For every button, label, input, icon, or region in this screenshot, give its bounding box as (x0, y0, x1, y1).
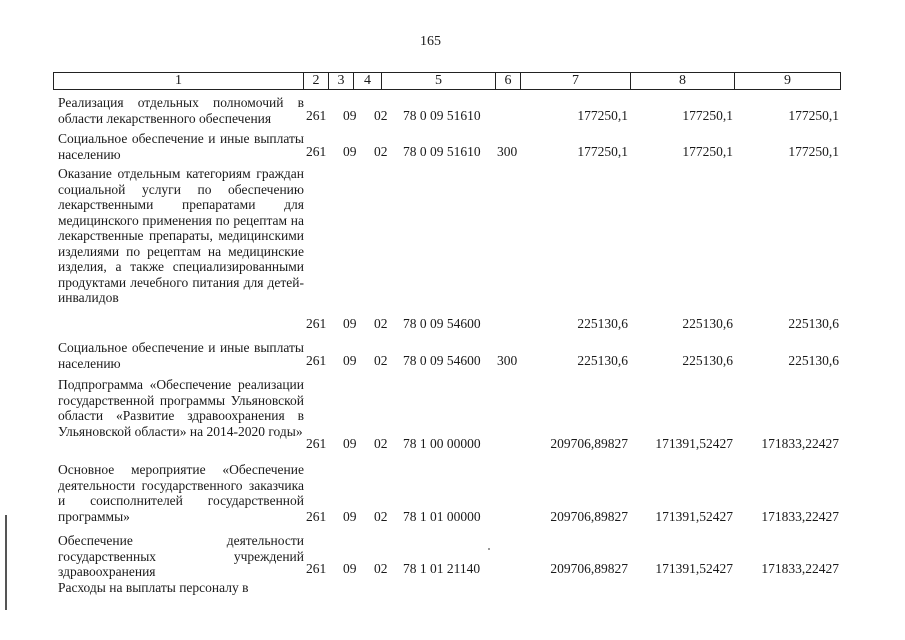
cell-value-2018: 177250,1 (577, 144, 628, 159)
cell-csr: 78 0 09 51610 (403, 144, 481, 159)
cell-vr: 300 (497, 353, 518, 368)
cell-rz: 09 (343, 353, 357, 368)
cell-csr: 78 0 09 54600 (403, 353, 481, 368)
row-description: Социальное обеспечение и иные выплаты населению (58, 340, 304, 371)
cell-csr: 78 1 01 00000 (403, 509, 481, 524)
header-col-3: 3 (329, 73, 354, 89)
cell-value-2020: 177250,1 (788, 108, 839, 123)
scan-artifact-line (5, 515, 7, 610)
cell-gr: 261 (306, 561, 327, 576)
cell-csr: 78 1 01 21140 (403, 561, 481, 576)
cell-value-2019: 177250,1 (682, 108, 733, 123)
cell-value-2018: 225130,6 (577, 353, 628, 368)
cell-value-2020: 225130,6 (788, 316, 839, 331)
cell-pr: 02 (374, 436, 388, 451)
cell-value-2020: 177250,1 (788, 144, 839, 159)
cell-rz: 09 (343, 509, 357, 524)
page-number: 165 (420, 34, 441, 49)
cell-pr: 02 (374, 509, 388, 524)
header-col-1: 1 (54, 73, 304, 89)
cell-pr: 02 (374, 561, 388, 576)
cell-value-2019: 225130,6 (682, 353, 733, 368)
cell-value-2018: 209706,89827 (550, 561, 628, 576)
cell-value-2018: 177250,1 (577, 108, 628, 123)
cell-value-2020: 171833,22427 (761, 509, 839, 524)
row-description: Реализация отдельных полномочий в области лекарственного обеспечения (58, 95, 304, 126)
header-col-2: 2 (304, 73, 329, 89)
cell-rz: 09 (343, 144, 357, 159)
header-col-4: 4 (354, 73, 382, 89)
cell-gr: 261 (306, 353, 327, 368)
cell-value-2018: 225130,6 (577, 316, 628, 331)
header-col-5: 5 (382, 73, 496, 89)
cell-gr: 261 (306, 108, 327, 123)
row-description: Подпрограмма «Обеспечение реализации государственной программы Ульяновской области «Развитие здравоохранения в Ульяновской области» на 2014-2020 годы» (58, 377, 304, 439)
cell-value-2020: 171833,22427 (761, 561, 839, 576)
cell-value-2019: 171391,52427 (655, 509, 733, 524)
cell-rz: 09 (343, 561, 357, 576)
row-description: Обеспечение деятельности государственных учреждений здравоохранения (58, 533, 304, 579)
cell-value-2018: 209706,89827 (550, 436, 628, 451)
header-col-6: 6 (496, 73, 521, 89)
cell-rz: 09 (343, 436, 357, 451)
row-description: Основное мероприятие «Обеспечение деятельности государственного заказчика и соисполнителей государственной программы» (58, 462, 304, 524)
row-description: Оказание отдельным категориям граждан социальной услуги по обеспечению лекарственными препаратами для медицинского применения по рецептам на лекарственные препараты, медицинскими изделиями по рецептам на медицинские изделия, а также специализированными продуктами лечебного питания для детей-инвалидов (58, 166, 304, 305)
cell-gr: 261 (306, 144, 327, 159)
cell-csr: 78 1 00 00000 (403, 436, 481, 451)
cell-pr: 02 (374, 353, 388, 368)
cell-rz: 09 (343, 316, 357, 331)
cell-rz: 09 (343, 108, 357, 123)
cell-gr: 261 (306, 316, 327, 331)
cell-value-2020: 225130,6 (788, 353, 839, 368)
scan-speck (488, 548, 490, 550)
table-header-row (53, 72, 841, 90)
cell-value-2020: 171833,22427 (761, 436, 839, 451)
cell-csr: 78 0 09 54600 (403, 316, 481, 331)
cell-value-2018: 209706,89827 (550, 509, 628, 524)
cell-value-2019: 225130,6 (682, 316, 733, 331)
cell-gr: 261 (306, 436, 327, 451)
cell-csr: 78 0 09 51610 (403, 108, 481, 123)
row-description: Социальное обеспечение и иные выплаты населению (58, 131, 304, 162)
cell-value-2019: 171391,52427 (655, 561, 733, 576)
cell-vr: 300 (497, 144, 518, 159)
header-col-7: 7 (521, 73, 631, 89)
cell-gr: 261 (306, 509, 327, 524)
cell-pr: 02 (374, 144, 388, 159)
cell-value-2019: 171391,52427 (655, 436, 733, 451)
cell-pr: 02 (374, 108, 388, 123)
cell-pr: 02 (374, 316, 388, 331)
header-col-9: 9 (784, 73, 791, 88)
header-col-8: 8 (631, 73, 735, 89)
row-description: Расходы на выплаты персоналу в (58, 580, 249, 595)
cell-value-2019: 177250,1 (682, 144, 733, 159)
